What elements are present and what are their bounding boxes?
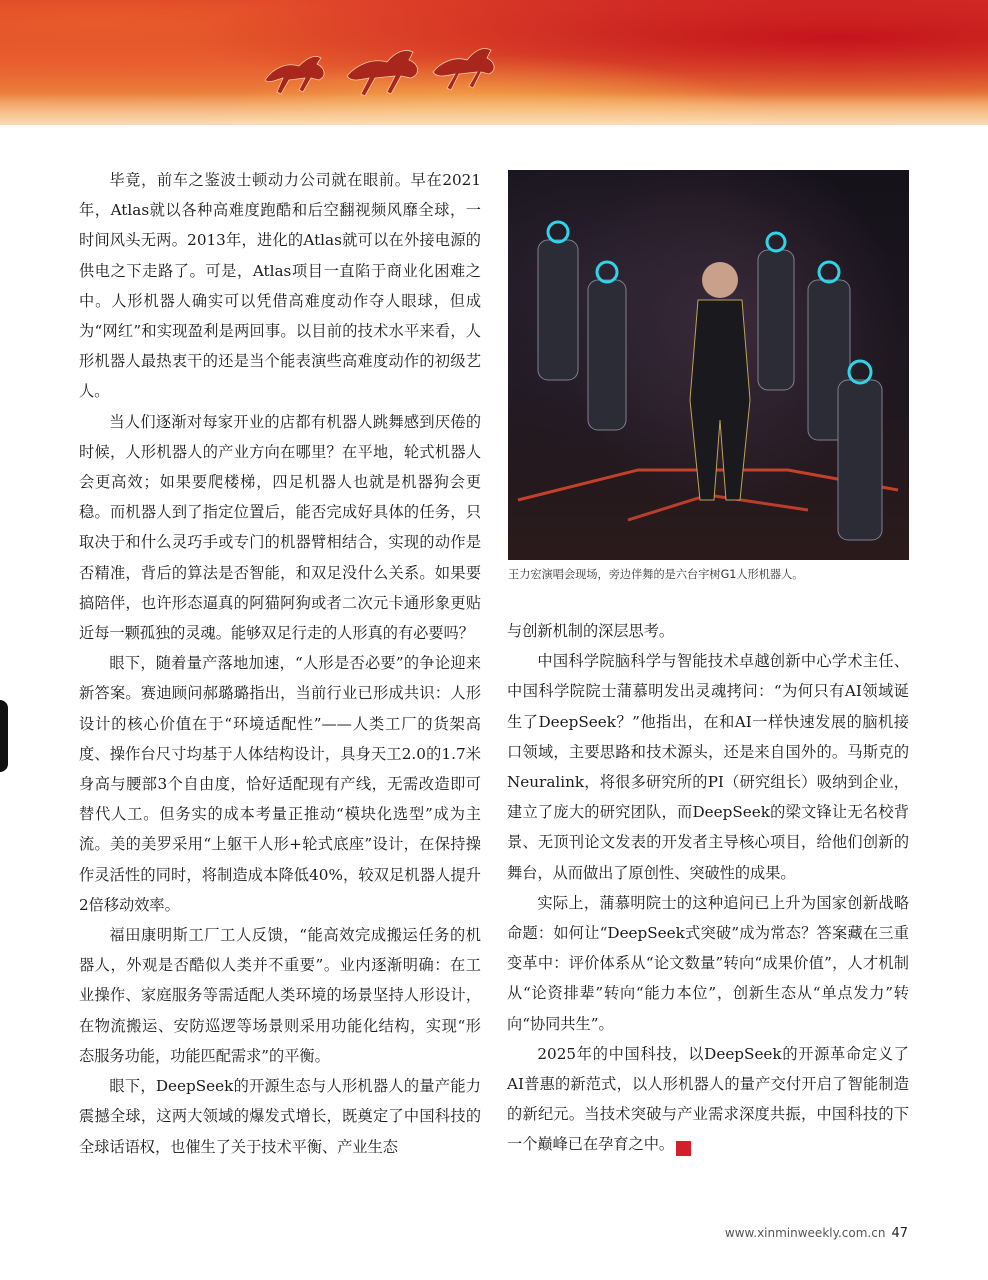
paragraph: 毕竟，前车之鉴波士顿动力公司就在眼前。早在2021年，Atlas就以各种高难度跑酷和后空翻视频风靡全球，一时间风头无两。2013年，进化的Atlas就可以在外接电源的供电之下走路了。可是，Atlas项目一直陷于商业化困难之中。人形机器人确实可以凭借高难度动作夺人眼球，但成为“网红”和实现盈利是两回事。以目前的技术水平来看，人形机器人最热衷干的还是当个能表演些高难度动作的初级艺人。 [79,171,481,401]
concert-photo [508,170,909,560]
page-number: 47 [891,1226,908,1241]
paragraph: 福田康明斯工厂工人反馈，“能高效完成搬运任务的机器人，外观是否酷似人类并不重要”。业内逐渐明确：在工业操作、家庭服务等需适配人类环境的场景坚持人形设计，在物流搬运、安防巡逻等场景则采用功能化结构，实现“形态服务功能，功能匹配需求”的平衡。 [79,926,481,1065]
final-paragraph-text: 2025年的中国科技，以DeepSeek的开源革命定义了AI普惠的新范式，以人形机器人的量产交付开启了智能制造的新纪元。当技术突破与产业需求深度共振，中国科技的下一个巅峰已在孕育之中。 [507,1044,909,1154]
side-edge-tab [0,700,8,772]
final-paragraph [507,1039,909,1160]
footer-url[interactable]: www.xinminweekly.com.cn [724,1226,886,1240]
article-right-column [507,616,909,1160]
paragraph: 眼下，DeepSeek的开源生态与人形机器人的量产能力震撼全球，这两大领域的爆发式增长，既奠定了中国科技的全球话语权，也催生了关于技术平衡、产业生态 [79,1077,481,1156]
page-footer [725,1226,908,1241]
banner-fade [0,93,988,125]
concert-scene-illustration [508,170,909,560]
article-left-column [79,165,481,1162]
paragraph: 实际上，蒲慕明院士的这种追问已上升为国家创新战略命题：如何让“DeepSeek式突破”成为常态？答案藏在三重变革中：评价体系从“论文数量”转向“成果价值”，人才机制从“论资排辈”转向“能力本位”，创新生态从“单点发力”转向“协同共生”。 [507,893,909,1033]
photo-caption: 王力宏演唱会现场，旁边伴舞的是六台宇树G1人形机器人。 [508,568,804,581]
paragraph-continuation: 与创新机制的深层思考。 [507,622,675,640]
paragraph: 中国科学院脑科学与智能技术卓越创新中心学术主任、中国科学院院士蒲慕明发出灵魂拷问：“为何只有AI领域诞生了DeepSeek？”他指出，在和AI一样快速发展的脑机接口领域，主要思路和技术源头，还是来自国外的。马斯克的Neuralink，将很多研究所的PI（研究组长）吸纳到企业，建立了庞大的研究团队，而DeepSeek的梁文锋让无名校背景、无顶刊论文发表的开发者主导核心项目，给他们创新的舞台，从而做出了原创性、突破性的成果。 [507,652,909,882]
paragraph: 当人们逐渐对每家开业的店都有机器人跳舞感到厌倦的时候，人形机器人的产业方向在哪里？在平地，轮式机器人会更高效；如果要爬楼梯，四足机器人也就是机器狗会更稳。而机器人到了指定位置后，能否完成好具体的任务，只取决于和什么灵巧手或专门的机器臂相结合，实现的动作是否精准，背后的算法是否智能，和双足没什么关系。如果要搞陪伴，也许形态逼真的阿猫阿狗或者二次元卡通形象更贴近每一颗孤独的灵魂。能够双足行走的人形真的有必要吗？ [79,412,481,643]
paragraph: 眼下，随着量产落地加速，“人形是否必要”的争论迎来新答案。赛迪顾问郝璐璐指出，当前行业已形成共识：人形设计的核心价值在于“环境适配性”——人类工厂的货架高度、操作台尺寸均基于人体结构设计，具身天工2.0的1.7米身高与腰部3个自由度，恰好适配现有产线，无需改造即可替代人工。但务实的成本考量正推动“模块化选型”成为主流。美的美罗采用“上躯干人形+轮式底座”设计，在保持操作灵活性的同时，将制造成本降低40%，较双足机器人提升2倍移动效率。 [79,654,481,914]
header-banner [0,0,988,125]
end-mark-icon: 民 [676,1141,691,1156]
